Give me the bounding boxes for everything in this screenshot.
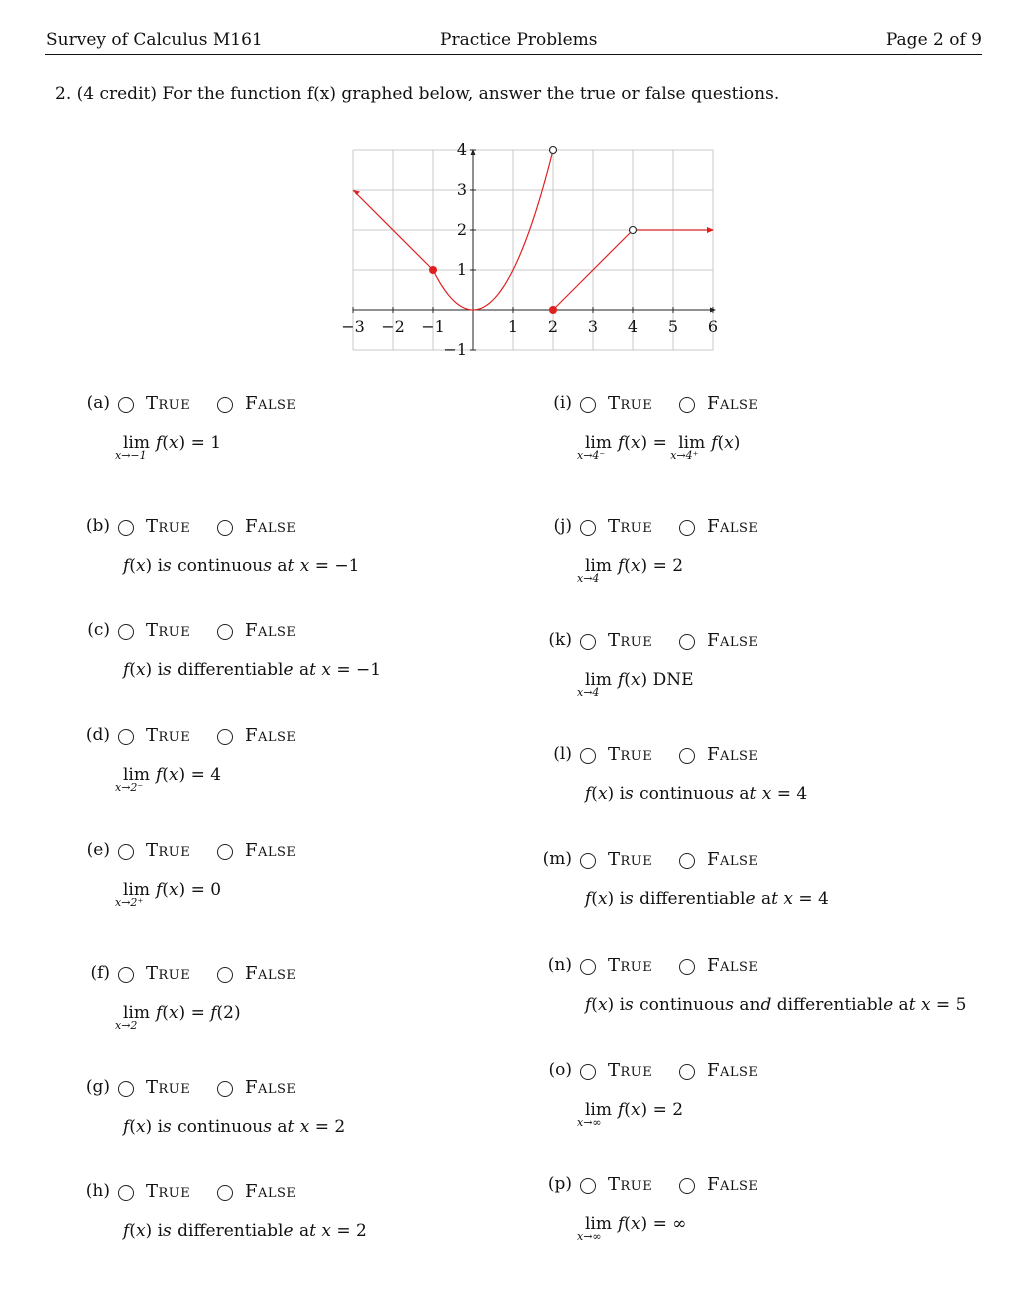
limit-operator: lim x→2⁺	[115, 880, 150, 909]
tf-item	[548, 630, 1020, 720]
limit-operator: lim x→∞	[577, 1214, 612, 1243]
item-letter: (d)	[85, 725, 110, 745]
item-statement: f(x) is differentiable at x = 4	[585, 889, 829, 909]
true-label: True	[608, 849, 653, 870]
true-radio[interactable]	[118, 844, 134, 860]
x-tick-label: 3	[587, 317, 599, 336]
item-letter: (i)	[553, 393, 572, 413]
true-label: True	[146, 725, 191, 746]
item-letter: (k)	[548, 630, 572, 650]
x-tick-label: 4	[627, 317, 639, 336]
limit-operator: lim x→4⁻	[577, 433, 612, 462]
true-label: True	[608, 630, 653, 651]
tf-item	[86, 393, 558, 483]
x-tick-label: −3	[341, 317, 365, 336]
false-label: False	[245, 1181, 297, 1202]
item-letter: (c)	[87, 620, 110, 640]
x-tick-label: −1	[421, 317, 445, 336]
false-label: False	[707, 955, 759, 976]
true-radio[interactable]	[580, 853, 596, 869]
item-statement: lim x→2⁺ f(x) = 0	[115, 880, 222, 909]
true-radio[interactable]	[580, 748, 596, 764]
false-label: False	[707, 849, 759, 870]
x-tick-label: 1	[507, 317, 519, 336]
false-label: False	[707, 630, 759, 651]
limit-subscript: x→2⁻	[115, 781, 144, 794]
false-label: False	[245, 1077, 297, 1098]
limit-operator: lim x→∞	[577, 1100, 612, 1129]
item-letter: (a)	[86, 393, 110, 413]
item-letter: (m)	[542, 849, 572, 869]
y-tick-label: 1	[456, 260, 467, 279]
item-letter: (b)	[85, 516, 110, 536]
limit-subscript: x→2	[115, 1019, 138, 1032]
false-radio[interactable]	[217, 624, 233, 640]
graph-grid	[353, 150, 713, 350]
false-label: False	[245, 516, 297, 537]
true-label: True	[146, 1181, 191, 1202]
item-statement: lim x→2⁻ f(x) = 4	[115, 765, 222, 794]
item-letter: (j)	[553, 516, 572, 536]
false-radio[interactable]	[217, 729, 233, 745]
item-letter: (p)	[547, 1174, 572, 1194]
limit-operator: lim x→2	[115, 1003, 150, 1032]
limit-subscript: x→∞	[577, 1116, 602, 1129]
true-label: True	[608, 955, 653, 976]
true-label: True	[608, 1060, 653, 1081]
item-statement: f(x) is differentiable at x = 2	[123, 1221, 367, 1241]
open-point	[550, 147, 557, 154]
false-radio[interactable]	[217, 1185, 233, 1201]
item-letter: (f)	[90, 963, 110, 983]
item-letter: (g)	[85, 1077, 110, 1097]
limit-operator: lim x→4⁺	[670, 433, 706, 462]
open-point	[630, 227, 637, 234]
item-statement: lim x→−1 f(x) = 1	[115, 433, 222, 462]
tf-item	[553, 744, 1020, 834]
closed-point	[549, 306, 557, 314]
course-title: Survey of Calculus M161	[46, 30, 263, 50]
false-radio[interactable]	[679, 1064, 695, 1080]
true-label: True	[146, 1077, 191, 1098]
true-radio[interactable]	[580, 520, 596, 536]
true-radio[interactable]	[580, 959, 596, 975]
limit-subscript: x→2⁺	[115, 896, 144, 909]
item-statement: f(x) is continuous at x = 4	[585, 784, 808, 804]
true-radio[interactable]	[118, 1081, 134, 1097]
page-header	[45, 28, 982, 55]
item-letter: (e)	[86, 840, 110, 860]
false-label: False	[707, 1060, 759, 1081]
y-tick-label: 2	[456, 220, 467, 239]
true-radio[interactable]	[118, 624, 134, 640]
false-label: False	[707, 393, 759, 414]
tf-item	[85, 1181, 558, 1271]
true-label: True	[146, 840, 191, 861]
limit-subscript: x→∞	[577, 1230, 602, 1243]
x-tick-label: 5	[667, 317, 679, 336]
item-statement: lim x→4 f(x) = 2	[577, 556, 684, 585]
true-radio[interactable]	[580, 397, 596, 413]
false-radio[interactable]	[679, 959, 695, 975]
tf-item	[85, 516, 558, 606]
true-label: True	[146, 516, 191, 537]
page-number: Page 2 of 9	[885, 30, 982, 50]
true-radio[interactable]	[118, 397, 134, 413]
tf-item	[542, 849, 1020, 939]
false-radio[interactable]	[679, 748, 695, 764]
limit-subscript: x→4	[577, 686, 600, 699]
y-tick-label: 3	[456, 180, 467, 199]
item-statement: f(x) is differentiable at x = −1	[123, 660, 382, 680]
tf-item	[90, 963, 558, 1053]
false-label: False	[707, 744, 759, 765]
true-label: True	[608, 744, 653, 765]
tf-item	[85, 1077, 558, 1167]
true-radio[interactable]	[118, 967, 134, 983]
true-label: True	[146, 963, 191, 984]
limit-subscript: x→4⁻	[577, 449, 606, 462]
false-label: False	[707, 516, 759, 537]
true-label: True	[146, 393, 191, 414]
item-letter: (n)	[547, 955, 572, 975]
tf-item	[553, 393, 1020, 483]
true-label: True	[608, 516, 653, 537]
document-title: Practice Problems	[440, 30, 598, 50]
false-radio[interactable]	[217, 1081, 233, 1097]
limit-operator: lim x→−1	[115, 433, 150, 462]
x-tick-label: −2	[381, 317, 405, 336]
tf-item	[547, 955, 1020, 1045]
false-label: False	[245, 393, 297, 414]
item-statement: f(x) is continuous and differentiable at x = 5	[585, 995, 967, 1015]
x-tick-label: 2	[547, 317, 559, 336]
tf-item	[547, 1174, 1020, 1264]
false-radio[interactable]	[679, 397, 695, 413]
false-label: False	[245, 840, 297, 861]
item-statement: f(x) is continuous at x = 2	[123, 1117, 346, 1137]
item-statement: lim x→4 f(x) DNE	[577, 670, 694, 699]
function-graph	[330, 138, 730, 363]
true-radio[interactable]	[118, 729, 134, 745]
false-radio[interactable]	[217, 397, 233, 413]
question-prompt: 2. (4 credit) For the function f(x) graphed below, answer the true or false questions.	[55, 84, 780, 104]
false-radio[interactable]	[217, 967, 233, 983]
tf-item	[85, 725, 558, 815]
false-radio[interactable]	[679, 1178, 695, 1194]
false-radio[interactable]	[217, 844, 233, 860]
x-tick-label: 6	[707, 317, 719, 336]
false-label: False	[707, 1174, 759, 1195]
limit-operator: lim x→4	[577, 556, 612, 585]
true-radio[interactable]	[118, 520, 134, 536]
item-letter: (l)	[553, 744, 572, 764]
limit-subscript: x→−1	[115, 449, 147, 462]
true-radio[interactable]	[580, 1178, 596, 1194]
item-statement: lim x→∞ f(x) = ∞	[577, 1214, 687, 1243]
closed-point	[429, 266, 437, 274]
true-radio[interactable]	[580, 634, 596, 650]
false-radio[interactable]	[679, 853, 695, 869]
limit-subscript: x→4⁺	[670, 449, 699, 462]
item-statement: f(x) is continuous at x = −1	[123, 556, 360, 576]
graph-axes	[353, 149, 719, 350]
false-radio[interactable]	[679, 520, 695, 536]
false-label: False	[245, 725, 297, 746]
true-radio[interactable]	[118, 1185, 134, 1201]
tf-item	[548, 1060, 1020, 1150]
tf-item	[87, 620, 558, 710]
tf-item	[86, 840, 558, 930]
y-tick-label: −1	[443, 340, 467, 359]
true-label: True	[146, 620, 191, 641]
true-label: True	[608, 393, 653, 414]
false-label: False	[245, 620, 297, 641]
item-statement: lim x→4⁻ f(x) = lim x→4⁺ f(x)	[577, 433, 741, 462]
item-statement: lim x→2 f(x) = f(2)	[115, 1003, 241, 1032]
false-radio[interactable]	[679, 634, 695, 650]
graph-ticks	[341, 140, 718, 359]
true-radio[interactable]	[580, 1064, 596, 1080]
tf-item	[553, 516, 1020, 606]
true-label: True	[608, 1174, 653, 1195]
item-letter: (h)	[85, 1181, 110, 1201]
limit-operator: lim x→4	[577, 670, 612, 699]
false-label: False	[245, 963, 297, 984]
false-radio[interactable]	[217, 520, 233, 536]
limit-operator: lim x→2⁻	[115, 765, 150, 794]
limit-subscript: x→4	[577, 572, 600, 585]
curve-left-arrow	[353, 190, 360, 195]
item-letter: (o)	[548, 1060, 572, 1080]
item-statement: lim x→∞ f(x) = 2	[577, 1100, 684, 1129]
y-tick-label: 4	[456, 140, 467, 159]
